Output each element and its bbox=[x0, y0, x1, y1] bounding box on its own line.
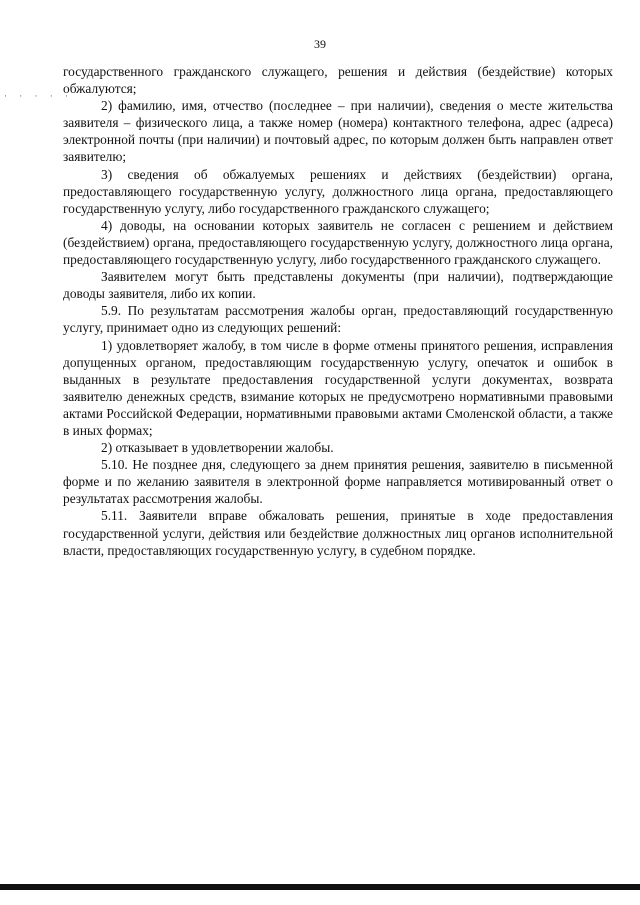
page-number: 39 bbox=[314, 37, 326, 51]
paragraph-continuation: государственного гражданского служащего, решения и действия (бездействие) которых обжалуются; bbox=[63, 64, 613, 97]
scan-artifact: · · · · · bbox=[4, 91, 73, 101]
paragraph-5-10: 5.10. Не позднее дня, следующего за днем принятия решения, заявителю в письменной форме и по желанию заявителя в электронной форме направляется мотивированный ответ о результатах рассмотрения жалобы. bbox=[63, 457, 613, 507]
paragraph-decision-1: 1) удовлетворяет жалобу, в том числе в форме отмены принятого решения, исправления допущенных органом, предоставляющим государственную услугу, опечаток и ошибок в выданных в результате предоставления государственной услуги документах, возврата заявителю денежных средств, взимание которых не предусмотрено нормативными правовыми актами Российской Федерации, нормативными правовыми актами Смоленской области, а также в иных формах; bbox=[63, 337, 613, 438]
paragraph-decision-2: 2) отказывает в удовлетворении жалобы. bbox=[101, 440, 334, 456]
scan-bottom-edge bbox=[0, 884, 640, 890]
paragraph-5-9: 5.9. По результатам рассмотрения жалобы орган, предоставляющий государственную услугу, принимает одно из следующих решений: bbox=[63, 303, 613, 336]
paragraph-5-11: 5.11. Заявители вправе обжаловать решения, принятые в ходе предоставления государственной услуги, действия или бездействие должностных лиц органов исполнительной власти, предоставляющих государственную услугу, в судебном порядке. bbox=[63, 508, 613, 558]
paragraph-item-4: 4) доводы, на основании которых заявитель не согласен с решением и действием (бездействием) органа, предоставляющего государственную услугу, должностного лица органа, предоставляющего государственную услугу, либо государственного гражданского служащего. bbox=[63, 217, 613, 268]
paragraph-documents: Заявителем могут быть представлены документы (при наличии), подтверждающие доводы заявителя, либо их копии. bbox=[63, 269, 613, 302]
paragraph-item-2: 2) фамилию, имя, отчество (последнее – при наличии), сведения о месте жительства заявителя – физического лица, а также номер (номера) контактного телефона, адрес (адреса) электронной почты (при наличии) и почтовый адрес, по которым должен быть направлен ответ заявителю; bbox=[63, 98, 613, 165]
paragraph-item-3: 3) сведения об обжалуемых решениях и действиях (бездействии) органа, предоставляющего государственную услугу, должностного лица органа, предоставляющего государственную услугу, либо государственного гражданского служащего; bbox=[63, 166, 613, 216]
document-body bbox=[63, 63, 613, 559]
